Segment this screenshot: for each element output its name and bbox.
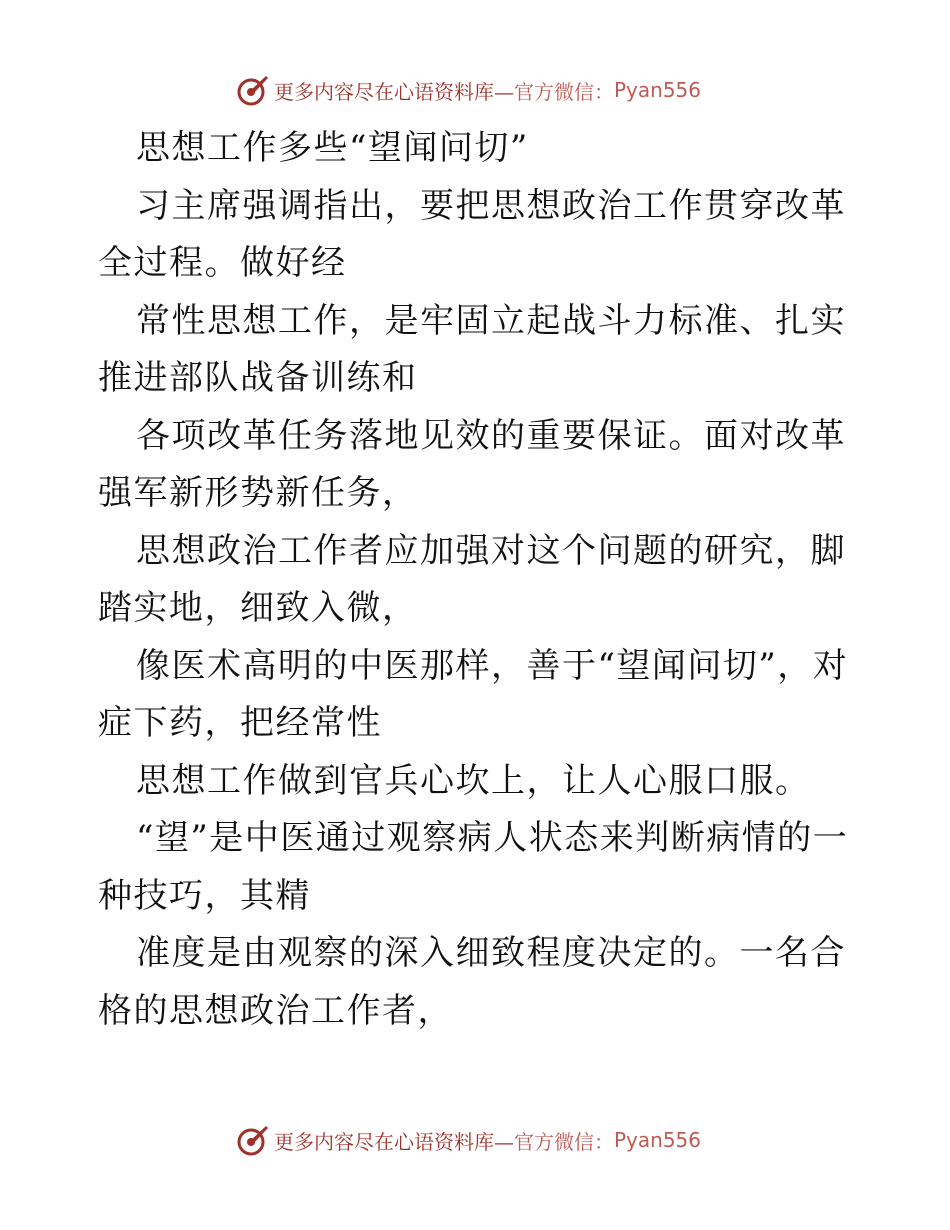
paragraph: 常性思想工作，是牢固立起战斗力标准、扎实推进部队战备训练和 — [98, 300, 846, 398]
watermark-wechat-id: Pyan556 — [614, 1128, 702, 1152]
document-title: 思想工作多些“望闻问切” — [136, 128, 529, 168]
paragraph: 准度是由观察的深入细致程度决定的。一名合格的思想政治工作者， — [98, 933, 846, 1031]
footer-watermark — [236, 1123, 701, 1157]
watermark-text: 更多内容尽在心语资料库— — [274, 1129, 514, 1154]
watermark-wechat-label: 官方微信： — [514, 1129, 614, 1154]
quill-circle-icon — [236, 73, 270, 107]
watermark-wechat-id: Pyan556 — [614, 78, 702, 102]
header-watermark — [236, 73, 701, 107]
watermark-text: 更多内容尽在心语资料库— — [274, 79, 514, 104]
document-body — [98, 120, 858, 1040]
quill-circle-icon — [236, 1123, 270, 1157]
paragraph: 各项改革任务落地见效的重要保证。面对改革强军新形势新任务， — [98, 415, 846, 513]
paragraph: 像医术高明的中医那样，善于“望闻问切”，对症下药，把经常性 — [98, 645, 849, 743]
watermark-wechat-label: 官方微信： — [514, 79, 614, 104]
paragraph: 习主席强调指出，要把思想政治工作贯穿改革全过程。做好经 — [98, 185, 846, 283]
paragraph: 思想政治工作者应加强对这个问题的研究，脚踏实地，细致入微， — [98, 530, 846, 628]
paragraph: “望”是中医通过观察病人状态来判断病情的一种技巧，其精 — [98, 818, 849, 916]
paragraph: 思想工作做到官兵心坎上，让人心服口服。 — [136, 760, 811, 801]
